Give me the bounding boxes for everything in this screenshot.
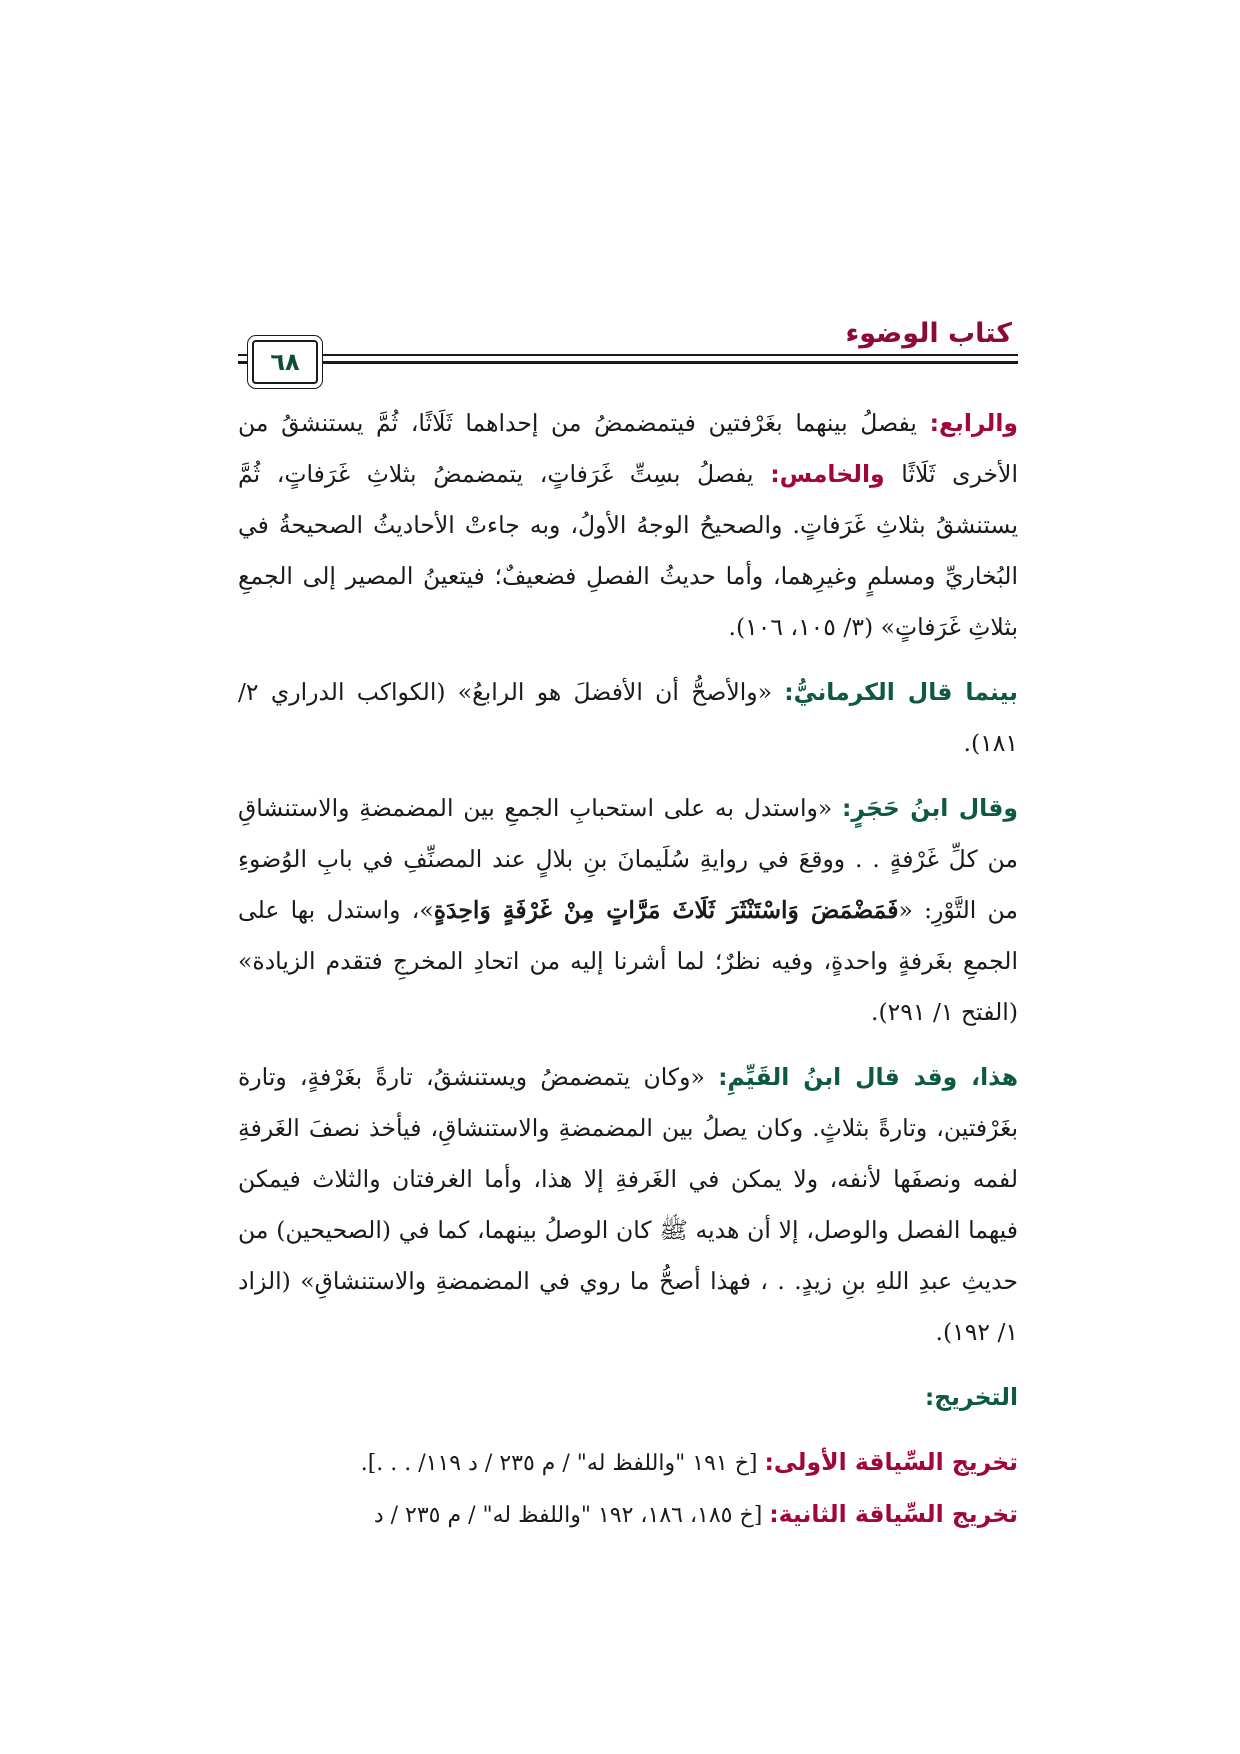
takhrij-first-label: تخريج السِّياقة الأولى: bbox=[764, 1448, 1018, 1476]
keyword-fifth: والخامس: bbox=[770, 460, 885, 488]
takhrij-second-refs: [خ ١٨٥، ١٨٦، ١٩٢ "واللفظ له" / م ٢٣٥ / د bbox=[373, 1503, 770, 1528]
takhrij-first-refs: [خ ١٩١ "واللفظ له" / م ٢٣٥ / د ١١٩/ . . .]. bbox=[360, 1451, 765, 1476]
paragraph-text: يفصلُ بينهما بغَرْفتين فيتمضمضُ من إحداهما ثَلَاثًا، ثُمَّ يستنشقُ من الأخرى ثَلَاثًا bbox=[238, 409, 1018, 488]
page-header bbox=[238, 318, 1018, 388]
book-title: كتاب الوضوء bbox=[845, 318, 1012, 349]
takhrij-heading: التخريج: bbox=[924, 1383, 1018, 1411]
header-rule-top bbox=[238, 354, 1018, 356]
speaker-ibn-qayyim: هذا، وقد قال ابنُ القَيِّمِ: bbox=[718, 1063, 1018, 1091]
paragraph-text: يفصلُ بسِتِّ غَرَفاتٍ، يتمضمضُ بثلاثِ غَرَفاتٍ، ثُمَّ يستنشقُ بثلاثِ غَرَفاتٍ. والصحيحُ الوجهُ الأولُ، وبه جاءتْ الأحاديثُ الصحيحةُ في البُخاريِّ ومسلمٍ وغيرِهما، وأما حديثُ الفصلِ فضعيفٌ؛ فيتعينُ المصير إلى الجمعِ بثلاثِ غَرَفاتٍ» (٣/ ١٠٥، ١٠٦). bbox=[238, 460, 1018, 641]
page-body bbox=[238, 398, 1018, 1541]
takhrij-first bbox=[238, 1437, 1018, 1489]
takhrij-second-label: تخريج السِّياقة الثانية: bbox=[769, 1500, 1018, 1528]
header-rule-bottom bbox=[238, 361, 1018, 364]
page-number: ٦٨ bbox=[270, 348, 300, 376]
hadith-quote: فَمَضْمَضَ وَاسْتَنْثَرَ ثَلَاثَ مَرَّاتٍ مِنْ غَرْفَةٍ وَاحِدَةٍ bbox=[433, 896, 899, 924]
page-number-frame bbox=[252, 340, 318, 384]
paragraph-ibn-hajar bbox=[238, 783, 1018, 1038]
speaker-ibn-hajar: وقال ابنُ حَجَرٍ: bbox=[841, 794, 1018, 822]
paragraph-fourth-fifth-methods bbox=[238, 398, 1018, 653]
paragraph-text: «والأصحُّ أن الأفضلَ هو الرابعُ» (الكواكب الدراري ٢/ ١٨١). bbox=[238, 678, 1018, 757]
paragraph-ibn-qayyim bbox=[238, 1052, 1018, 1358]
paragraph-text: «واستدل به على استحبابِ الجمعِ بين المضمضةِ والاستنشاقِ من كلِّ غَرْفةٍ . . ووقعَ في روايةِ سُلَيمانَ بنِ بلالٍ عند المصنِّفِ في بابِ الوُضوءِ من التَّوْرِ: « bbox=[238, 794, 1018, 924]
takhrij-second bbox=[238, 1489, 1018, 1541]
keyword-fourth: والرابع: bbox=[929, 409, 1018, 437]
paragraph-text: «وكان يتمضمضُ ويستنشقُ، تارةً بغَرْفةٍ، وتارة بغَرْفتين، وتارةً بثلاثٍ. وكان يصلُ بين المضمضةِ والاستنشاقِ، فيأخذ نصفَ الغَرفةِ لفمه ونصفَها لأنفه، ولا يمكن في الغَرفةِ إلا هذا، وأما الغرفتان والثلاث فيمكن فيهما الفصل والوصل، إلا أن هديه ﷺ كان الوصلُ بينهما، كما في (الصحيحين) من حديثِ عبدِ اللهِ بنِ زيدٍ. . ، فهذا أصحُّ ما روي في المضمضةِ والاستنشاقِ» (الزاد ١/ ١٩٢). bbox=[238, 1063, 1018, 1346]
paragraph-kirmani bbox=[238, 667, 1018, 769]
speaker-kirmani: بينما قال الكرمانيُّ: bbox=[784, 678, 1018, 706]
paragraph-text: »، واستدل بها على الجمعِ بغَرفةٍ واحدةٍ، وفيه نظرٌ؛ لما أشرنا إليه من اتحادِ المخرجِ فتقدم الزيادة» (الفتح ١/ ٢٩١). bbox=[238, 896, 1018, 1026]
